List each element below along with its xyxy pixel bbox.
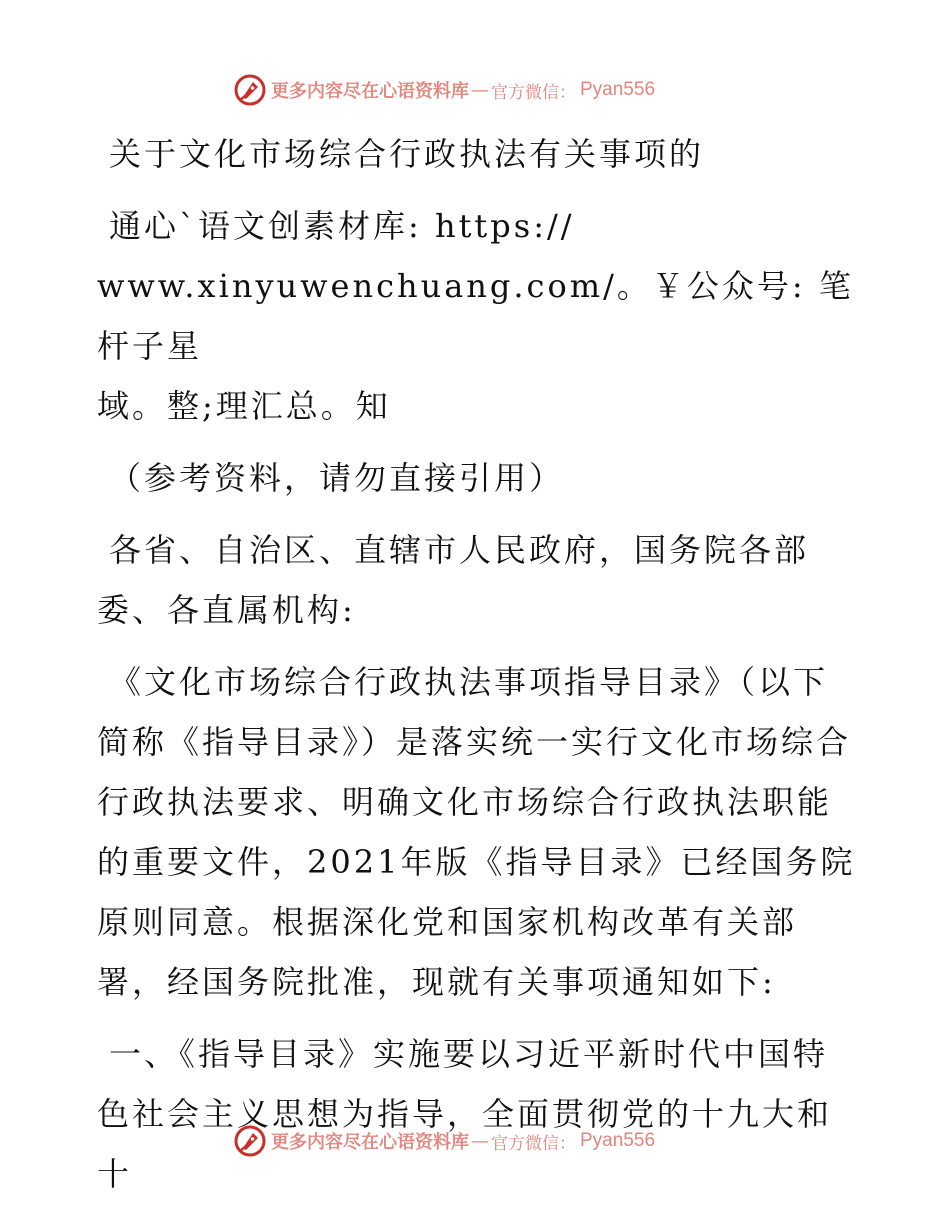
document-title: 关于文化市场综合行政执法有关事项的	[109, 135, 705, 173]
watermark-text: 更多内容尽在心语资料库	[271, 1132, 469, 1153]
footer-watermark	[233, 1124, 655, 1158]
salutation-line-1: 各省、自治区、直辖市人民政府，国务院各部	[109, 531, 810, 569]
body-paragraph-1-first-line: 《文化市场综合行政执法事项指导目录》（以下	[109, 663, 829, 701]
pen-nib-logo-icon	[233, 73, 267, 107]
watermark-separator: —	[471, 1130, 489, 1152]
notice-line-3: 域。整;理汇总。知	[97, 387, 391, 425]
watermark-contact-label: 官方微信：	[491, 1133, 576, 1154]
notice-line: 通心`语文创素材库: https://	[109, 207, 575, 245]
document-body	[97, 124, 857, 1204]
body-paragraph-2: 色社会主义思想为指导，全面贯彻党的十九大和十	[97, 1095, 833, 1193]
body-paragraph-2-first-line: 一、《指导目录》实施要以习近平新时代中国特	[109, 1035, 829, 1073]
watermark-text: 更多内容尽在心语资料库	[271, 81, 469, 102]
pen-nib-logo-icon	[233, 1124, 267, 1158]
watermark-handle: Pyan556	[580, 79, 656, 100]
header-watermark	[233, 73, 655, 107]
notice-line-2: www.xinyuwenchuang.com/。￥公众号: 笔杆子星	[97, 267, 854, 365]
body-paragraph-1: 简称《指导目录》）是落实统一实行文化市场综合行政执法要求、明确文化市场综合行政执法职能的重要文件，2021年版《指导目录》已经国务院原则同意。根据深化党和国家机构改革有关部署，经国务院批准，现就有关事项通知如下:	[97, 723, 856, 1001]
watermark-contact-label: 官方微信：	[491, 82, 576, 103]
reference-note: （参考资料，请勿直接引用）	[109, 459, 565, 497]
salutation-line-2: 委、各直属机构:	[97, 591, 356, 629]
watermark-handle: Pyan556	[580, 1130, 656, 1151]
watermark-separator: —	[471, 79, 489, 101]
